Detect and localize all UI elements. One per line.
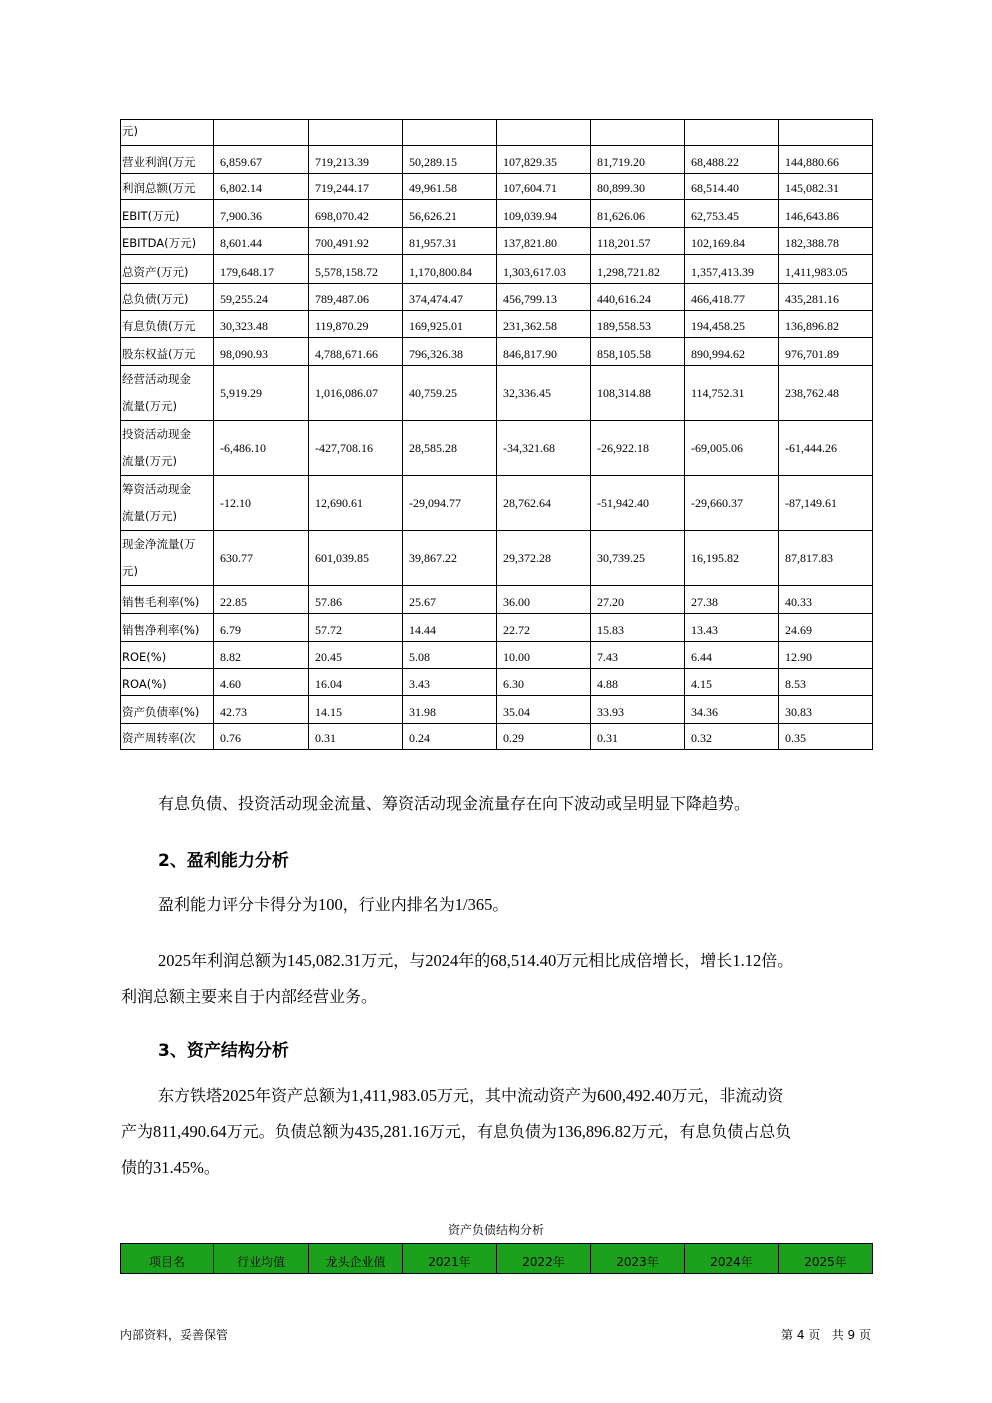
table-cell: 374,474.47 — [403, 284, 497, 311]
row-label: 现金净流量(万 元) — [121, 531, 214, 586]
table-row — [121, 174, 873, 200]
table-cell: -12.10 — [214, 476, 309, 531]
header-cell: 龙头企业值 — [309, 1244, 403, 1274]
table-cell: -61,444.26 — [779, 421, 873, 476]
table-cell: 231,362.58 — [497, 311, 591, 338]
row-label: 销售净利率(%) — [121, 614, 214, 642]
table-cell: 31.98 — [403, 696, 497, 724]
table-row — [121, 146, 873, 174]
table-cell: 8.53 — [779, 669, 873, 696]
row-label: 股东权益(万元 — [121, 338, 214, 366]
table-cell: 466,418.77 — [685, 284, 779, 311]
table-cell: -34,321.68 — [497, 421, 591, 476]
table-cell: 30,739.25 — [591, 531, 685, 586]
table-cell: 0.29 — [497, 724, 591, 750]
table-cell: 10.00 — [497, 642, 591, 669]
table-cell: 144,880.66 — [779, 146, 873, 174]
table-cell: 16.04 — [309, 669, 403, 696]
table-row — [121, 614, 873, 642]
header-cell: 项目名 — [121, 1244, 214, 1274]
table-cell: 182,388.78 — [779, 228, 873, 255]
table-row — [121, 311, 873, 338]
table-cell: 114,752.31 — [685, 366, 779, 421]
table-cell: 12,690.61 — [309, 476, 403, 531]
table-cell: 57.72 — [309, 614, 403, 642]
table-cell: 0.76 — [214, 724, 309, 750]
table-cell: 700,491.92 — [309, 228, 403, 255]
table-cell: 27.20 — [591, 586, 685, 614]
header-cell: 行业均值 — [214, 1244, 309, 1274]
table-cell: 14.15 — [309, 696, 403, 724]
table-row — [121, 586, 873, 614]
row-label: 有息负债(万元 — [121, 311, 214, 338]
table-cell: 698,070.42 — [309, 200, 403, 228]
table-cell: 36.00 — [497, 586, 591, 614]
table-cell — [591, 120, 685, 146]
table-cell: 68,514.40 — [685, 174, 779, 200]
table-cell: 98,090.93 — [214, 338, 309, 366]
header-cell: 2021年 — [403, 1244, 497, 1274]
table-cell: 14.44 — [403, 614, 497, 642]
structure-table — [120, 1243, 873, 1274]
table-cell: 8,601.44 — [214, 228, 309, 255]
row-label: ROE(%) — [121, 642, 214, 669]
table-cell: 137,821.80 — [497, 228, 591, 255]
table-cell: 0.32 — [685, 724, 779, 750]
table-cell: 108,314.88 — [591, 366, 685, 421]
header-cell: 2023年 — [591, 1244, 685, 1274]
table-row — [121, 724, 873, 750]
table-cell: 5,578,158.72 — [309, 255, 403, 284]
table-cell: -26,922.18 — [591, 421, 685, 476]
table-cell: 29,372.28 — [497, 531, 591, 586]
table-cell: 6.30 — [497, 669, 591, 696]
footer-left: 内部资料，妥善保管 — [120, 1328, 229, 1342]
table-row — [121, 476, 873, 531]
row-label: 销售毛利率(%) — [121, 586, 214, 614]
table-cell: 16,195.82 — [685, 531, 779, 586]
table-row — [121, 366, 873, 421]
row-label: 资产周转率(次 — [121, 724, 214, 750]
table-cell: 719,213.39 — [309, 146, 403, 174]
table-cell: 34.36 — [685, 696, 779, 724]
table-cell: 1,016,086.07 — [309, 366, 403, 421]
trend-paragraph: 有息负债、投资活动现金流量、筹资活动现金流量存在向下波动或呈明显下降趋势。 — [158, 794, 751, 813]
table-cell: 189,558.53 — [591, 311, 685, 338]
table-cell: 40.33 — [779, 586, 873, 614]
row-label: 利润总额(万元 — [121, 174, 214, 200]
table-cell: 20.45 — [309, 642, 403, 669]
table-cell: 50,289.15 — [403, 146, 497, 174]
table-cell: 35.04 — [497, 696, 591, 724]
table-cell: 5.08 — [403, 642, 497, 669]
row-label: 营业利润(万元 — [121, 146, 214, 174]
table-cell: 238,762.48 — [779, 366, 873, 421]
table-cell: 4.60 — [214, 669, 309, 696]
table-cell: 25.67 — [403, 586, 497, 614]
table-cell: 6.44 — [685, 642, 779, 669]
table-cell: 1,411,983.05 — [779, 255, 873, 284]
table-cell: 1,170,800.84 — [403, 255, 497, 284]
table-cell: 145,082.31 — [779, 174, 873, 200]
table-cell: 119,870.29 — [309, 311, 403, 338]
table-row — [121, 696, 873, 724]
table-cell: -29,660.37 — [685, 476, 779, 531]
table-cell: 169,925.01 — [403, 311, 497, 338]
table-cell: 42.73 — [214, 696, 309, 724]
table-cell: -6,486.10 — [214, 421, 309, 476]
table-row — [121, 669, 873, 696]
row-label: EBITDA(万元) — [121, 228, 214, 255]
table-cell: 440,616.24 — [591, 284, 685, 311]
table-cell: 6,802.14 — [214, 174, 309, 200]
table-cell — [779, 120, 873, 146]
table-cell — [403, 120, 497, 146]
table-cell: 719,244.17 — [309, 174, 403, 200]
table-cell: 30.83 — [779, 696, 873, 724]
table-cell: -51,942.40 — [591, 476, 685, 531]
header-cell: 2024年 — [685, 1244, 779, 1274]
table-cell: 179,648.17 — [214, 255, 309, 284]
row-label: 元) — [121, 120, 214, 146]
table-cell: 109,039.94 — [497, 200, 591, 228]
table-cell: 890,994.62 — [685, 338, 779, 366]
table-cell: 24.69 — [779, 614, 873, 642]
table-cell: 28,585.28 — [403, 421, 497, 476]
table-cell: 194,458.25 — [685, 311, 779, 338]
table-cell: 30,323.48 — [214, 311, 309, 338]
table-cell: 6.79 — [214, 614, 309, 642]
table-cell: 0.24 — [403, 724, 497, 750]
structure-table-caption: 资产负债结构分析 — [447, 1223, 544, 1237]
table-cell: 22.85 — [214, 586, 309, 614]
table-cell: 28,762.64 — [497, 476, 591, 531]
table-cell: 456,799.13 — [497, 284, 591, 311]
table-cell: 62,753.45 — [685, 200, 779, 228]
table-cell: 7,900.36 — [214, 200, 309, 228]
table-cell: 4.88 — [591, 669, 685, 696]
score-paragraph: 盈利能力评分卡得分为100，行业内排名为1/365。 — [158, 895, 509, 914]
table-cell: 136,896.82 — [779, 311, 873, 338]
table-cell: 0.35 — [779, 724, 873, 750]
table-cell: 118,201.57 — [591, 228, 685, 255]
row-label: 资产负债率(%) — [121, 696, 214, 724]
table-row — [121, 200, 873, 228]
table-row — [121, 642, 873, 669]
table-cell: 107,829.35 — [497, 146, 591, 174]
table-cell: 1,303,617.03 — [497, 255, 591, 284]
section-heading-profitability: 2、盈利能力分析 — [158, 851, 289, 871]
table-row — [121, 284, 873, 311]
table-cell: 107,604.71 — [497, 174, 591, 200]
table-row — [121, 421, 873, 476]
table-cell: 13.43 — [685, 614, 779, 642]
table-cell: 15.83 — [591, 614, 685, 642]
header-cell: 2022年 — [497, 1244, 591, 1274]
table-cell: 858,105.58 — [591, 338, 685, 366]
table-cell — [497, 120, 591, 146]
table-cell: 789,487.06 — [309, 284, 403, 311]
row-label: 筹资活动现金 流量(万元) — [121, 476, 214, 531]
row-label: ROA(%) — [121, 669, 214, 696]
table-row — [121, 338, 873, 366]
table-cell: 27.38 — [685, 586, 779, 614]
table-cell — [214, 120, 309, 146]
table-cell: 12.90 — [779, 642, 873, 669]
table-cell: 630.77 — [214, 531, 309, 586]
row-label: 经营活动现金 流量(万元) — [121, 366, 214, 421]
row-label: 总资产(万元) — [121, 255, 214, 284]
profit-paragraph: 2025年利润总额为145,082.31万元，与2024年的68,514.40万元相比成倍增长，增长1.12倍。 利润总额主要来自于内部经营业务。 — [121, 951, 794, 1006]
table-cell: 6,859.67 — [214, 146, 309, 174]
table-cell: -87,149.61 — [779, 476, 873, 531]
table-cell: 146,643.86 — [779, 200, 873, 228]
table-cell: 40,759.25 — [403, 366, 497, 421]
table-cell: 1,298,721.82 — [591, 255, 685, 284]
table-row — [121, 228, 873, 255]
table-cell: 5,919.29 — [214, 366, 309, 421]
table-cell: 846,817.90 — [497, 338, 591, 366]
table-cell: 435,281.16 — [779, 284, 873, 311]
row-label: EBIT(万元) — [121, 200, 214, 228]
table-cell — [309, 120, 403, 146]
table-cell: 80,899.30 — [591, 174, 685, 200]
table-cell — [685, 120, 779, 146]
table-cell: 81,626.06 — [591, 200, 685, 228]
table-cell: 3.43 — [403, 669, 497, 696]
table-cell: 68,488.22 — [685, 146, 779, 174]
table-cell: -69,005.06 — [685, 421, 779, 476]
table-cell: 33.93 — [591, 696, 685, 724]
table-cell: 87,817.83 — [779, 531, 873, 586]
table-cell: 39,867.22 — [403, 531, 497, 586]
table-cell: 57.86 — [309, 586, 403, 614]
table-cell: 0.31 — [591, 724, 685, 750]
table-cell: 0.31 — [309, 724, 403, 750]
header-cell: 2025年 — [779, 1244, 873, 1274]
table-cell: 7.43 — [591, 642, 685, 669]
table-cell: 56,626.21 — [403, 200, 497, 228]
footer-page-number: 第 4 页 共 9 页 — [781, 1328, 871, 1342]
table-row — [121, 255, 873, 284]
financial-table — [120, 119, 873, 750]
row-label: 总负债(万元) — [121, 284, 214, 311]
table-cell: 59,255.24 — [214, 284, 309, 311]
table-row — [121, 531, 873, 586]
table-cell: 81,957.31 — [403, 228, 497, 255]
structure-header-row — [121, 1244, 873, 1274]
table-cell: 102,169.84 — [685, 228, 779, 255]
table-cell: 22.72 — [497, 614, 591, 642]
table-cell: 796,326.38 — [403, 338, 497, 366]
table-row — [121, 120, 873, 146]
row-label: 投资活动现金 流量(万元) — [121, 421, 214, 476]
table-cell: 49,961.58 — [403, 174, 497, 200]
table-cell: 4.15 — [685, 669, 779, 696]
table-cell: 4,788,671.66 — [309, 338, 403, 366]
table-cell: -29,094.77 — [403, 476, 497, 531]
table-cell: 32,336.45 — [497, 366, 591, 421]
table-cell: 976,701.89 — [779, 338, 873, 366]
assets-paragraph: 东方铁塔2025年资产总额为1,411,983.05万元，其中流动资产为600,492.40万元，非流动资 产为811,490.64万元。负债总额为435,281.16万元，有息负债为136,896.82万元，有息负债占总负 债的31.45%。 — [121, 1086, 792, 1177]
section-heading-asset-structure: 3、资产结构分析 — [158, 1041, 289, 1061]
table-cell: 601,039.85 — [309, 531, 403, 586]
table-cell: 8.82 — [214, 642, 309, 669]
table-cell: -427,708.16 — [309, 421, 403, 476]
table-cell: 1,357,413.39 — [685, 255, 779, 284]
table-cell: 81,719.20 — [591, 146, 685, 174]
